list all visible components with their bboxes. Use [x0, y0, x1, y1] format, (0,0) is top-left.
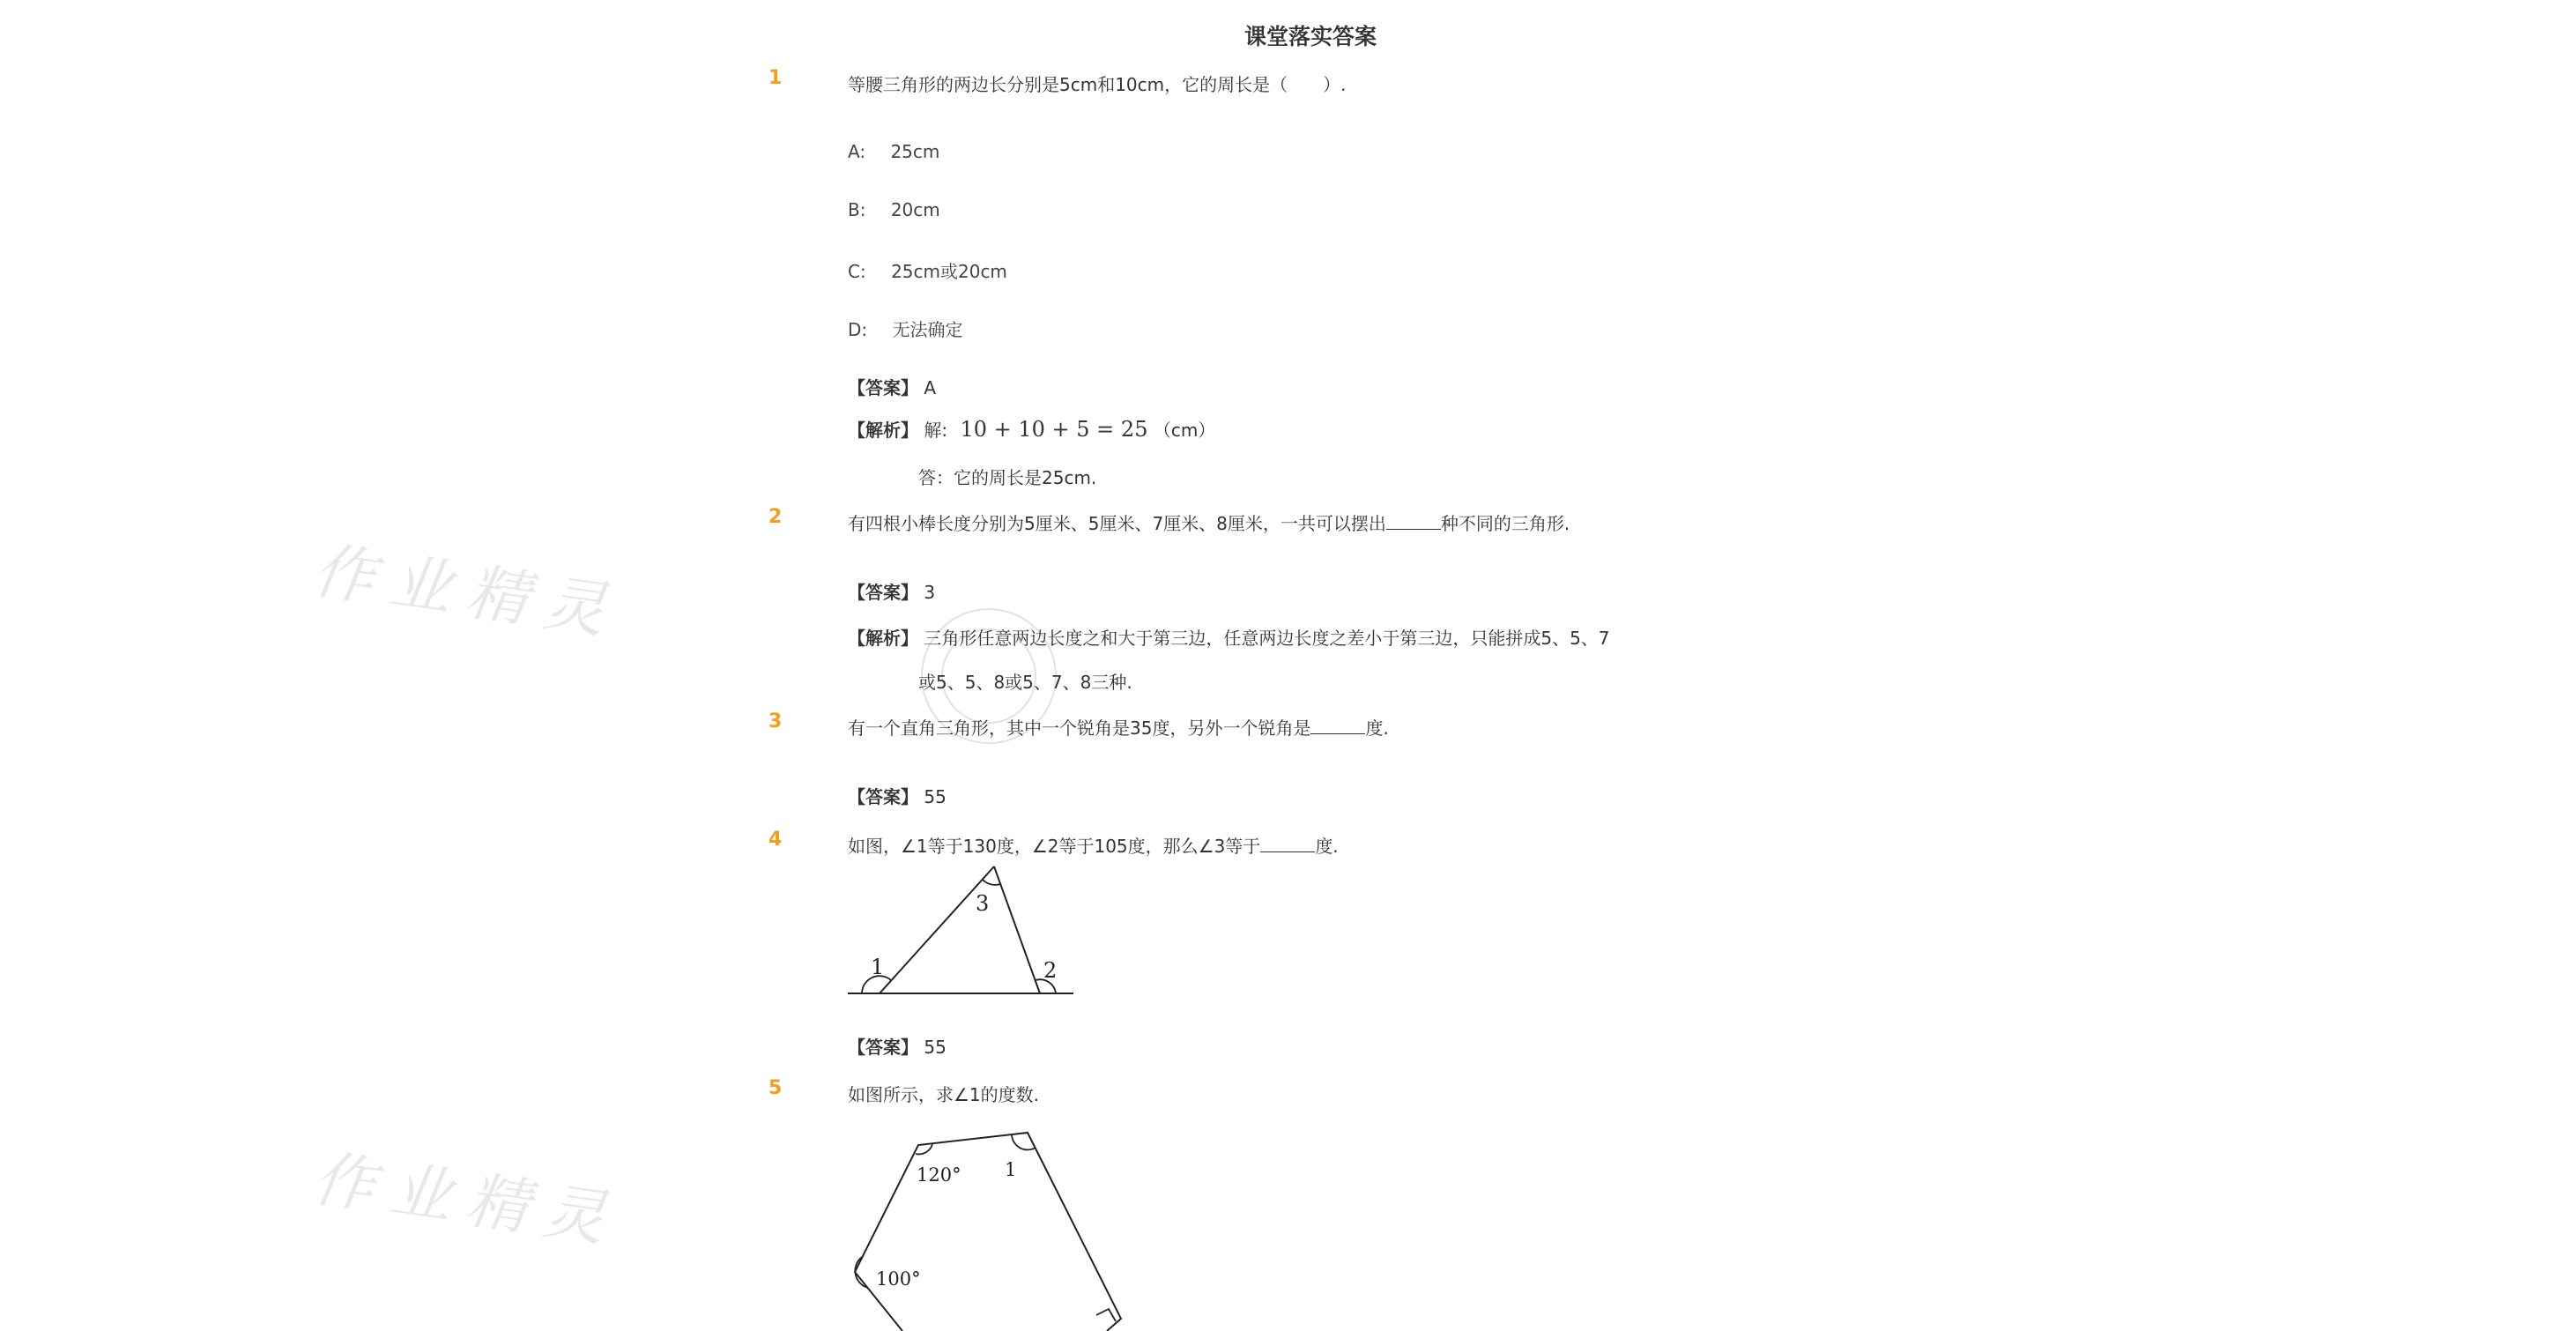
analysis-line-2: 答：它的周长是25cm. — [918, 467, 1097, 488]
question-text-before: 有四根小棒长度分别为5厘米、5厘米、7厘米、8厘米，一共可以摆出 — [848, 513, 1386, 534]
answer-label: 【答案】 — [848, 1037, 918, 1058]
answer-value: 3 — [924, 582, 936, 603]
answer-value: 55 — [924, 1037, 947, 1058]
question-text — [848, 714, 1389, 740]
question-text-before: 如图，∠1等于130度，∠2等于105度，那么∠3等于 — [848, 836, 1261, 857]
answer-blank — [1310, 718, 1365, 734]
question-number: 1 — [768, 67, 783, 89]
answer-value: A — [924, 377, 937, 398]
question-text — [848, 509, 1570, 535]
answer-line — [848, 578, 935, 604]
page-title: 课堂落实答案 — [1244, 24, 1377, 49]
question-text-after: 度. — [1315, 836, 1339, 857]
angle-100-arc — [855, 1257, 868, 1288]
angle-label: 3 — [976, 891, 990, 916]
analysis-label: 【解析】 — [848, 628, 918, 649]
pentagon-figure — [846, 1127, 1128, 1331]
question-number: 3 — [768, 710, 783, 732]
option-a — [848, 141, 939, 162]
watermark: 作业精灵 — [308, 533, 627, 650]
question-text-after: 种不同的三角形. — [1440, 513, 1570, 534]
answer-label: 【答案】 — [848, 786, 918, 807]
option-value: 20cm — [890, 199, 940, 220]
answer-label: 【答案】 — [848, 582, 918, 603]
analysis-line-2: 或5、5、8或5、7、8三种. — [918, 672, 1132, 693]
answer-line — [848, 1033, 947, 1059]
triangle-figure — [844, 859, 1082, 1009]
analysis-label: 【解析】 — [848, 420, 918, 441]
option-key: D: — [848, 319, 868, 340]
option-value: 无法确定 — [892, 319, 963, 340]
angle-label: 100° — [876, 1268, 921, 1290]
analysis-unit: （cm） — [1153, 420, 1216, 441]
answer-blank — [1386, 513, 1441, 530]
answer-blank — [1260, 836, 1315, 852]
answer-value: 55 — [924, 786, 947, 807]
right-angle-mark — [1096, 1309, 1116, 1321]
option-c — [848, 257, 1007, 283]
answer-line — [848, 374, 936, 399]
question-text: 如图所示，求∠1的度数. — [848, 1084, 1040, 1105]
angle-3-arc — [983, 880, 1000, 885]
angle-label: 2 — [1043, 958, 1058, 983]
option-value: 25cm或20cm — [891, 261, 1007, 282]
watermark: 作业精灵 — [308, 1141, 627, 1258]
analysis-text: 三角形任意两边长度之和大于第三边，任意两边长度之差小于第三边，只能拼成5、5、7 — [924, 628, 1610, 649]
answer-line — [848, 783, 947, 808]
question-number: 2 — [768, 506, 783, 528]
analysis-prefix: 解: — [924, 420, 948, 441]
answer-label: 【答案】 — [848, 377, 918, 398]
analysis-line — [848, 624, 1610, 650]
question-text-before: 有一个直角三角形，其中一个锐角是35度，另外一个锐角是 — [848, 718, 1311, 739]
question-number: 4 — [768, 829, 783, 851]
option-key: B: — [848, 199, 866, 220]
question-number: 5 — [768, 1077, 783, 1099]
option-value: 25cm — [890, 141, 940, 162]
option-key: A: — [848, 141, 866, 162]
pentagon-outline — [855, 1133, 1121, 1331]
analysis-math: 10 + 10 + 5 = 25 — [960, 417, 1148, 442]
option-d — [848, 316, 963, 341]
angle-label: 1 — [871, 955, 885, 979]
angle-label: 1 — [1005, 1159, 1017, 1180]
triangle-left-side — [880, 866, 994, 993]
analysis-line — [848, 416, 1215, 442]
question-text-after: 度. — [1365, 718, 1389, 739]
question-text — [848, 832, 1339, 858]
option-key: C: — [848, 261, 866, 282]
option-b — [848, 199, 940, 220]
question-text: 等腰三角形的两边长分别是5cm和10cm，它的周长是（ ）. — [848, 74, 1347, 95]
triangle-right-side — [994, 866, 1040, 993]
angle-label: 120° — [917, 1164, 961, 1186]
